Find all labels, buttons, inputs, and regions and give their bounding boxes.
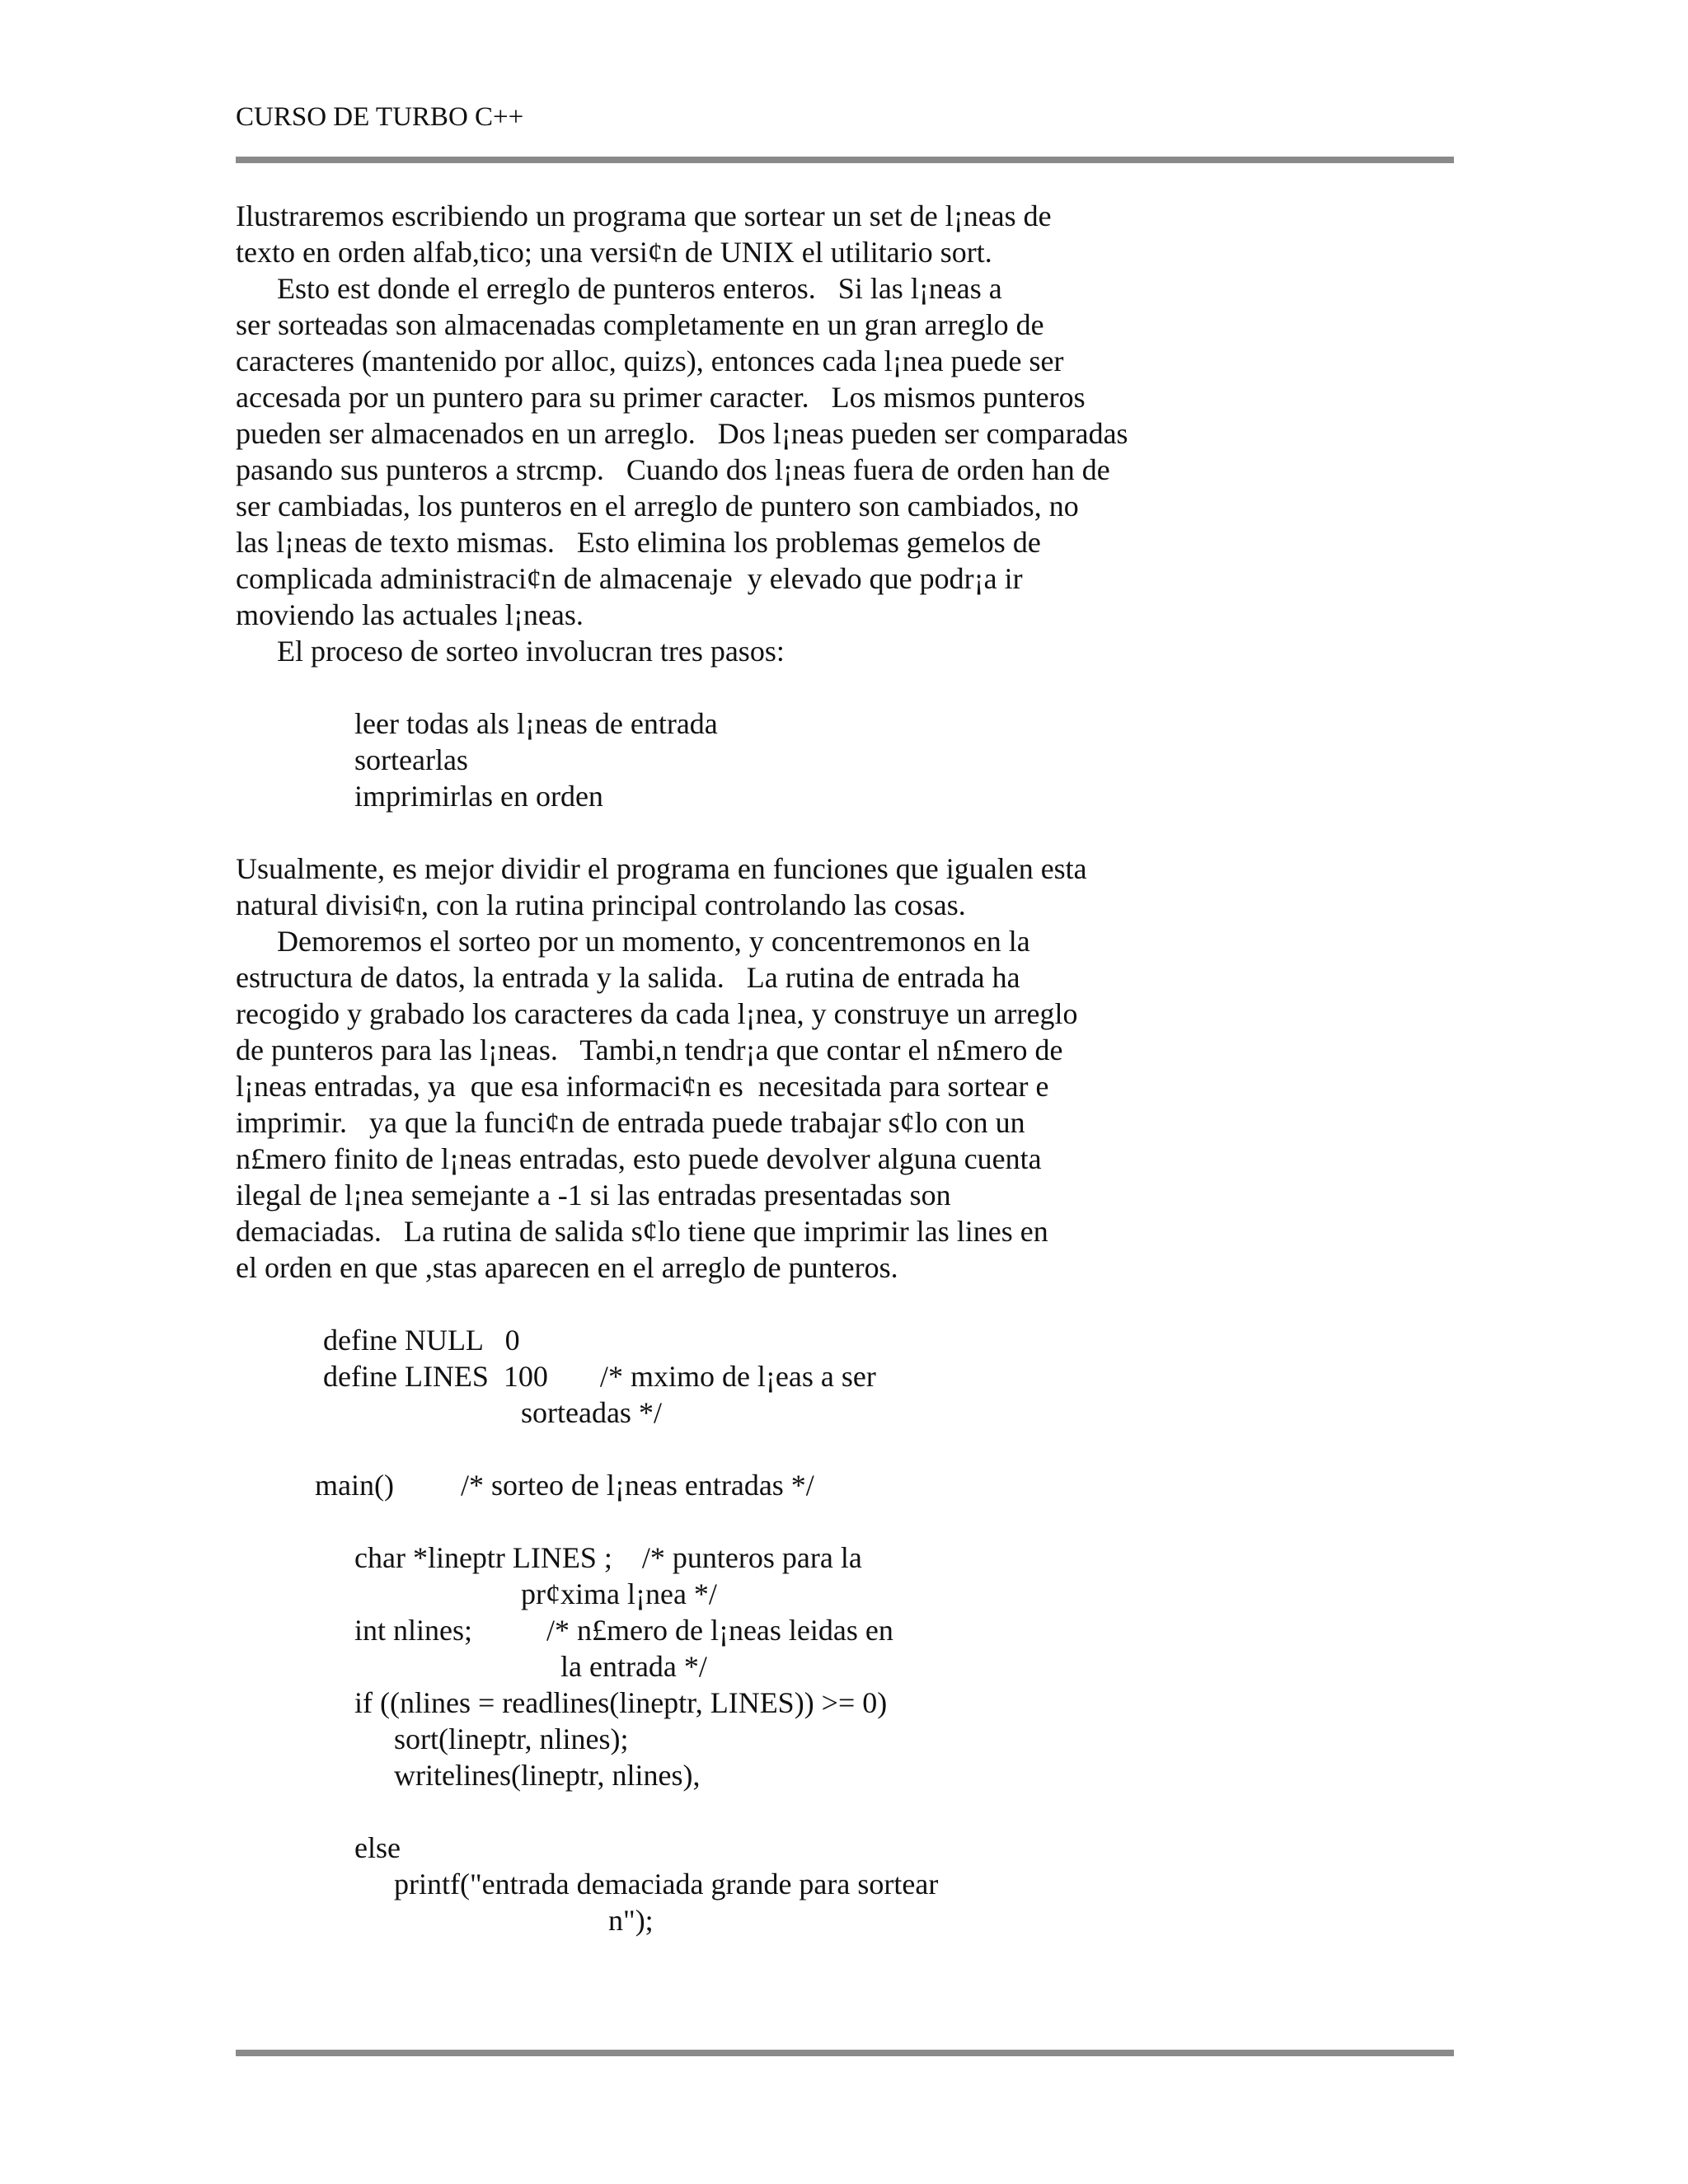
text-line: Demoremos el sorteo por un momento, y concentremonos en la — [277, 925, 1030, 958]
text-line: estructura de datos, la entrada y la salida. La rutina de entrada ha — [236, 961, 1020, 994]
code-line: la entrada */ — [560, 1650, 707, 1683]
text-line: imprimir. ya que la funci¢n de entrada puede trabajar s¢lo con un — [236, 1106, 1025, 1139]
code-line: char *lineptr LINES ; /* punteros para la — [354, 1541, 862, 1574]
text-line: caracteres (mantenido por alloc, quizs), entonces cada l¡nea puede ser — [236, 344, 1064, 377]
text-line: de punteros para las l¡neas. Tambi,n tendr¡a que contar el n£mero de — [236, 1033, 1063, 1066]
code-line: sort(lineptr, nlines); — [394, 1722, 629, 1755]
code-line: int nlines; /* n£mero de l¡neas leidas en — [354, 1614, 893, 1647]
text-line: ilegal de l¡nea semejante a -1 si las entradas presentadas son — [236, 1179, 951, 1212]
header-rule — [236, 157, 1454, 163]
code-line: define LINES 100 /* mximo de l¡eas a ser — [323, 1360, 876, 1393]
code-line: main() /* sorteo de l¡neas entradas */ — [315, 1469, 814, 1502]
text-line: pasando sus punteros a strcmp. Cuando dos l¡neas fuera de orden han de — [236, 453, 1110, 486]
text-line: ser sorteadas son almacenadas completamente en un gran arreglo de — [236, 308, 1044, 341]
code-line: sorteadas */ — [521, 1396, 662, 1429]
text-line: texto en orden alfab,tico; una versi¢n de UNIX el utilitario sort. — [236, 236, 992, 269]
list-item: sortearlas — [354, 743, 468, 776]
text-line: Ilustraremos escribiendo un programa que sortear un set de l¡neas de — [236, 199, 1052, 232]
running-header: CURSO DE TURBO C++ — [236, 102, 524, 132]
text-line: accesada por un puntero para su primer caracter. Los mismos punteros — [236, 381, 1085, 414]
text-line: recogido y grabado los caracteres da cada l¡nea, y construye un arreglo — [236, 997, 1078, 1030]
text-line: pueden ser almacenados en un arreglo. Dos l¡neas pueden ser comparadas — [236, 417, 1128, 450]
code-line: define NULL 0 — [323, 1324, 520, 1357]
code-line: writelines(lineptr, nlines), — [394, 1759, 701, 1792]
list-item: imprimirlas en orden — [354, 780, 603, 813]
text-line: las l¡neas de texto mismas. Esto elimina los problemas gemelos de — [236, 526, 1041, 559]
footer-rule — [236, 2050, 1454, 2056]
text-line: n£mero finito de l¡neas entradas, esto puede devolver alguna cuenta — [236, 1142, 1042, 1175]
text-line: complicada administraci¢n de almacenaje y elevado que podr¡a ir — [236, 562, 1023, 595]
code-line: if ((nlines = readlines(lineptr, LINES)) >= 0) — [354, 1686, 888, 1719]
text-line: Usualmente, es mejor dividir el programa en funciones que igualen esta — [236, 852, 1087, 885]
text-line: Esto est donde el erreglo de punteros enteros. Si las l¡neas a — [277, 272, 1002, 305]
list-item: leer todas als l¡neas de entrada — [354, 707, 718, 740]
code-line: printf("entrada demaciada grande para sortear — [394, 1868, 939, 1900]
text-line: moviendo las actuales l¡neas. — [236, 598, 584, 631]
text-line: ser cambiadas, los punteros en el arreglo de puntero son cambiados, no — [236, 490, 1079, 523]
text-line: l¡neas entradas, ya que esa informaci¢n es necesitada para sortear e — [236, 1070, 1049, 1103]
text-line: El proceso de sorteo involucran tres pasos: — [277, 635, 785, 668]
text-line: demaciadas. La rutina de salida s¢lo tiene que imprimir las lines en — [236, 1215, 1048, 1248]
code-line: n"); — [608, 1904, 654, 1937]
text-line: el orden en que ,stas aparecen en el arreglo de punteros. — [236, 1251, 898, 1284]
text-line: natural divisi¢n, con la rutina principal controlando las cosas. — [236, 888, 966, 921]
code-line: else — [354, 1831, 401, 1864]
code-line: pr¢xima l¡nea */ — [521, 1577, 717, 1610]
